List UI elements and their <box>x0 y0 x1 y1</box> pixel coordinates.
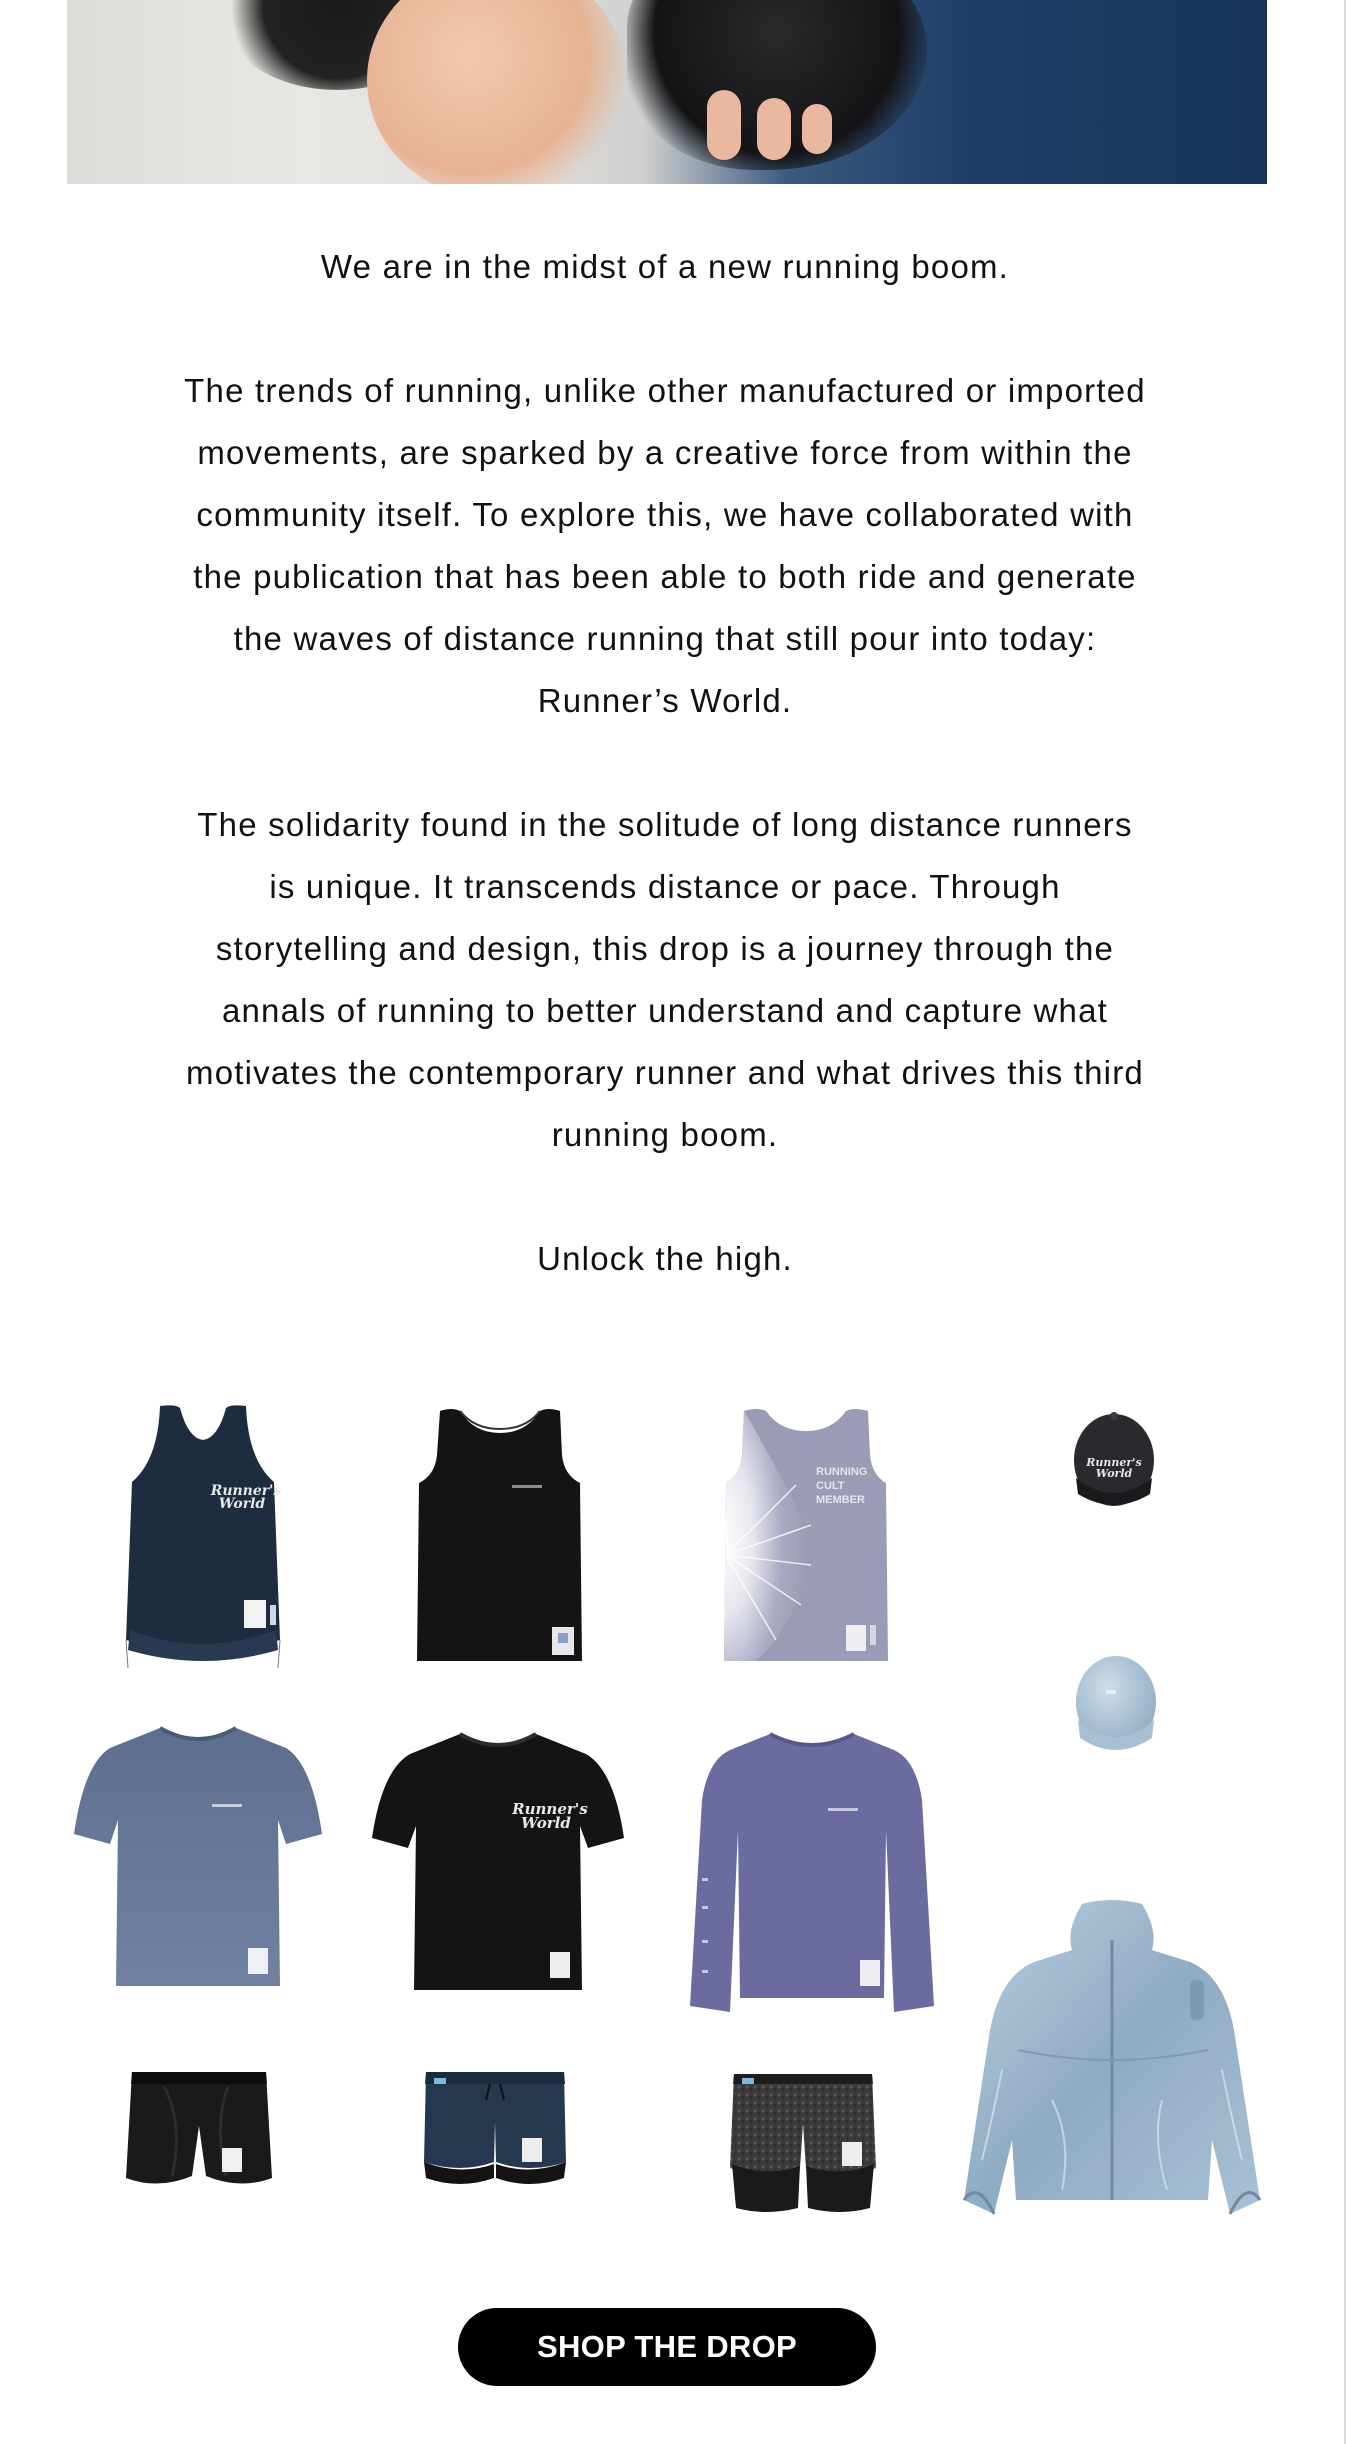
intro-paragraph: We are in the midst of a new running boom. <box>320 248 1010 285</box>
hero-image <box>67 0 1267 184</box>
product-black-tee[interactable] <box>370 1730 626 1994</box>
product-black-tank[interactable] <box>412 1405 587 1665</box>
product-patterned-shorts[interactable] <box>728 2068 878 2216</box>
cap-logo-line2: World <box>1095 1467 1133 1480</box>
product-tiedye-tank[interactable] <box>716 1405 896 1665</box>
product-navy-singlet[interactable] <box>118 1400 288 1670</box>
shop-the-drop-button[interactable]: SHOP THE DROP <box>458 2308 876 2386</box>
trends-paragraph: The trends of running, unlike other manufactured or imported movements, are sparked by a creative force from within the community itself. To explore this, we have collaborated with the publication that has been able to both ride and generate the waves of distance running that still pour into today: Runner’s World. <box>184 372 1146 719</box>
product-navy-shorts[interactable] <box>420 2066 570 2196</box>
product-ice-blue-jacket[interactable] <box>962 1900 1262 2220</box>
body-copy <box>180 236 1150 1290</box>
product-black-shorts[interactable] <box>124 2066 274 2196</box>
solidarity-paragraph: The solidarity found in the solitude of long distance runners is unique. It transcends distance or pace. Through storytelling and design, this drop is a journey through the annals of running to better understand and capture what motivates the contemporary runner and what drives this third running boom. <box>186 806 1144 1153</box>
tank-text-line1: RUNNING <box>816 1466 868 1478</box>
singlet-logo-line1: Runner's <box>210 1483 282 1499</box>
tank-text-line3: MEMBER <box>816 1494 865 1506</box>
tagline: Unlock the high. <box>537 1240 793 1277</box>
tee-logo-line2: World <box>521 1814 571 1832</box>
product-ice-blue-cap[interactable] <box>1066 1650 1166 1760</box>
product-black-cap[interactable] <box>1062 1404 1166 1514</box>
product-periwinkle-longsleeve[interactable] <box>688 1730 936 2014</box>
cap-logo-line1: Runner's <box>1086 1456 1142 1469</box>
tank-text-line2: CULT <box>816 1480 845 1492</box>
singlet-logo-line2: World <box>218 1496 266 1512</box>
tee-logo-line1: Runner's <box>512 1800 588 1818</box>
product-slate-blue-tee[interactable] <box>72 1724 324 1994</box>
